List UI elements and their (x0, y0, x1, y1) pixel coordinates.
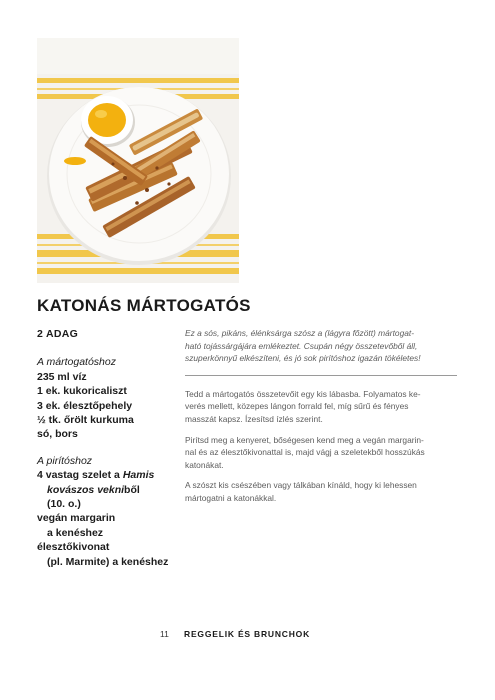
ingredient-cont: a kenéshez (47, 526, 104, 539)
recipe-title: KATONÁS MÁRTOGATÓS (37, 296, 251, 315)
ingredient-cont: (pl. Marmite) a kenéshez (47, 555, 169, 568)
servings: 2 ADAG (37, 328, 79, 340)
ingredient: 4 vastag szelet a Hamis (37, 469, 155, 482)
toast-heading: A pirítóshoz (37, 454, 93, 467)
ingredient-cont: kovászos vekniből (47, 483, 140, 496)
ingredient: só, bors (37, 428, 78, 441)
ingredients-column (37, 327, 177, 569)
divider (185, 375, 457, 376)
sauce-heading: A mártogatóshoz (37, 356, 116, 369)
ingredient: élesztőkivonat (37, 541, 110, 554)
recipe-photo (37, 38, 239, 283)
method-step-3: A szószt kis csészében vagy tálkában kínáld, hogy ki lehessen mártogatni a katonákkal. (185, 480, 417, 503)
method-step-2: Pirítsd meg a kenyeret, bőségesen kend meg a vegán margarin- nal és az élesztőkivonattal is, majd vágj a szeletekből hosszúkás katonákat. (185, 434, 425, 470)
ingredient-cont: (10. o.) (47, 498, 81, 511)
method-step-1: Tedd a mártogatós összetevőit egy kis lábasba. Folyamatos ke- verés mellett, közepes lángon forrald fel, míg sűrű és fényes masszát kapsz. Ízesítsd ízlés szerint. (185, 388, 421, 424)
page-number: 11 (160, 629, 169, 639)
ingredient: 235 ml víz (37, 370, 87, 383)
intro-text: Ez a sós, pikáns, élénksárga szósz a (lágyra főzött) mártogat- ható tojássárgájára emlékeztet. Csupán négy összetevőből áll, szuperkönnyű elkészíteni, és jó sok pirítóshoz igazán tökéletes! (185, 328, 421, 364)
method-column (185, 327, 457, 513)
ingredient: ½ tk. őrölt kurkuma (37, 414, 134, 427)
toast-and-dip-illustration (37, 38, 239, 283)
section-title: REGGELIK ÉS BRUNCHOK (184, 629, 311, 639)
ingredient: 1 ek. kukoricaliszt (37, 385, 127, 398)
ingredient: vegán margarin (37, 512, 116, 525)
ingredient: 3 ek. élesztőpehely (37, 399, 133, 412)
